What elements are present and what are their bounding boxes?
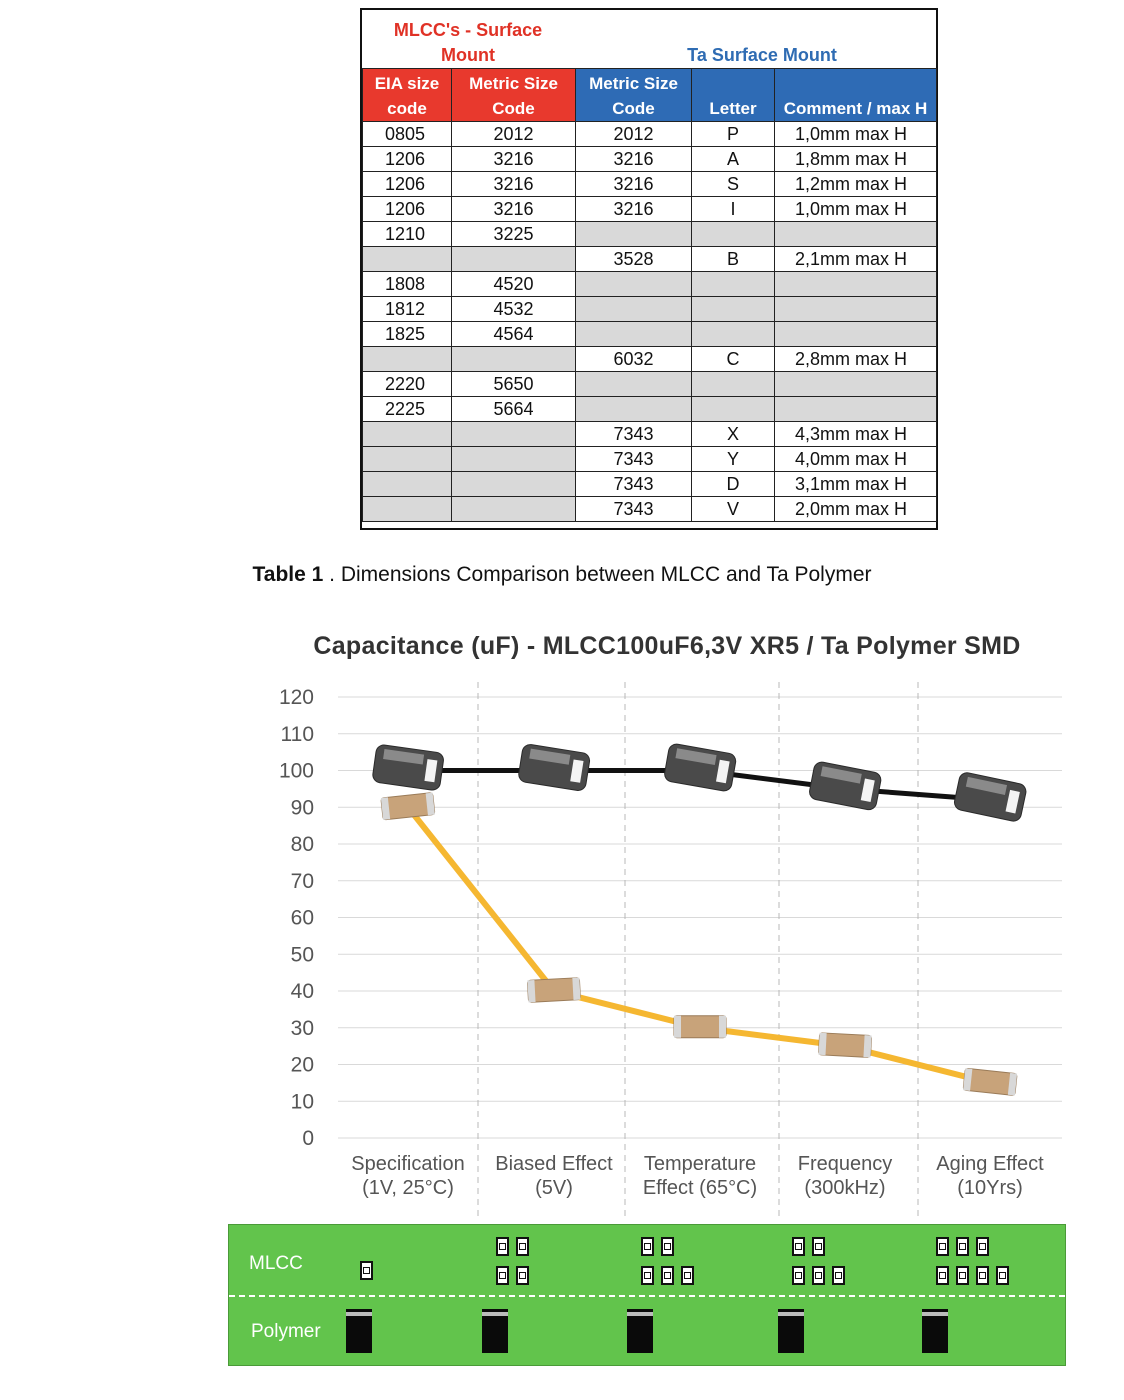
table-cell <box>452 472 576 497</box>
table-cell: 1825 <box>363 322 452 347</box>
y-tick-label: 100 <box>278 759 314 783</box>
mlcc-chip-icon <box>976 1237 989 1256</box>
x-tick-label: Specification <box>351 1153 465 1175</box>
mlcc-chip-icon <box>956 1266 969 1285</box>
mlcc-chip-icon <box>360 1261 373 1280</box>
table-cell <box>363 247 452 272</box>
table-group-headers <box>362 10 936 68</box>
mlcc-chip-icon <box>641 1237 654 1256</box>
table-cell: 7343 <box>576 447 692 472</box>
table-row <box>363 397 937 422</box>
table-cell: Y <box>692 447 775 472</box>
mlcc-chip-icon <box>496 1266 509 1285</box>
table-cell: 2012 <box>452 122 576 147</box>
mlcc-chip-icon <box>792 1266 805 1285</box>
table-cell: 1206 <box>363 172 452 197</box>
mlcc-chip-icon <box>792 1237 805 1256</box>
table-row <box>363 297 937 322</box>
mlcc-chip-icon <box>661 1237 674 1256</box>
x-tick-label: (5V) <box>535 1177 573 1199</box>
x-tick-label: Temperature <box>643 1153 757 1175</box>
mlcc-chip-icon <box>516 1237 529 1256</box>
table-grid <box>362 68 937 522</box>
size-comparison-table <box>360 8 938 530</box>
x-tick-label: (300kHz) <box>804 1177 886 1199</box>
polymer-chip-icon <box>778 1309 804 1353</box>
ta-polymer-point <box>953 771 1027 822</box>
x-tick-label: Aging Effect <box>936 1153 1044 1175</box>
table-cell <box>576 372 692 397</box>
y-tick-label: 80 <box>290 833 314 856</box>
ta-group-header: Ta Surface Mount <box>687 45 837 65</box>
mlcc-point <box>674 1016 726 1038</box>
table-cell <box>775 397 937 422</box>
table-header-row <box>363 69 937 122</box>
ta-polymer-point <box>372 744 445 791</box>
table-cell: S <box>692 172 775 197</box>
column-header: Metric Size Code <box>576 69 692 122</box>
table-cell <box>452 422 576 447</box>
column-header: Letter <box>692 69 775 122</box>
table-cell <box>363 347 452 372</box>
table-cell <box>775 222 937 247</box>
table-row <box>363 472 937 497</box>
table-cell: D <box>692 472 775 497</box>
table-caption-text: . Dimensions Comparison between MLCC and Ta Polymer <box>323 563 872 586</box>
panel-divider <box>229 1295 1065 1297</box>
table-cell: P <box>692 122 775 147</box>
column-header: Metric Size Code <box>452 69 576 122</box>
mlcc-point <box>963 1068 1017 1095</box>
table-caption <box>0 563 1124 587</box>
table-cell: 0805 <box>363 122 452 147</box>
table-cell: 7343 <box>576 422 692 447</box>
table-cell: 3216 <box>452 197 576 222</box>
table-cell <box>363 497 452 522</box>
table-cell <box>452 497 576 522</box>
series-line <box>408 807 990 1083</box>
x-tick-label: (10Yrs) <box>957 1177 1023 1199</box>
table-cell <box>692 372 775 397</box>
table-cell <box>452 447 576 472</box>
table-cell <box>775 272 937 297</box>
mlcc-point <box>527 978 580 1003</box>
table-cell: 1,8mm max H <box>775 147 937 172</box>
mlcc-chip-icon <box>976 1266 989 1285</box>
table-row <box>363 247 937 272</box>
y-tick-label: 110 <box>280 722 314 746</box>
table-row <box>363 322 937 347</box>
y-tick-label: 70 <box>290 869 314 893</box>
table-cell: V <box>692 497 775 522</box>
table-cell: 1812 <box>363 297 452 322</box>
y-tick-label: 0 <box>302 1127 314 1150</box>
mlcc-chip-icon <box>641 1266 654 1285</box>
mlcc-row-label: MLCC <box>249 1253 303 1274</box>
table-cell <box>775 297 937 322</box>
component-count-panel <box>228 1224 1066 1366</box>
mlcc-chip-icon <box>936 1237 949 1256</box>
table-cell: 1808 <box>363 272 452 297</box>
table-cell: 6032 <box>576 347 692 372</box>
ta-polymer-point <box>518 743 591 791</box>
polymer-chip-icon <box>482 1309 508 1353</box>
table-cell: 2,1mm max H <box>775 247 937 272</box>
table-cell: 1206 <box>363 147 452 172</box>
table-cell: 7343 <box>576 472 692 497</box>
table-cell: I <box>692 197 775 222</box>
table-cell: A <box>692 147 775 172</box>
table-cell: 1210 <box>363 222 452 247</box>
y-tick-label: 10 <box>290 1090 314 1114</box>
table-cell <box>576 397 692 422</box>
table-cell: 2,8mm max H <box>775 347 937 372</box>
table-cell: 3216 <box>452 172 576 197</box>
table-cell: 3528 <box>576 247 692 272</box>
table-body <box>363 122 937 522</box>
table-cell: 4564 <box>452 322 576 347</box>
chart-title: Capacitance (uF) - MLCC100uF6,3V XR5 / Ta Polymer SMD <box>313 632 1021 660</box>
table-cell <box>692 322 775 347</box>
table-cell <box>576 272 692 297</box>
table-cell: 1,0mm max H <box>775 122 937 147</box>
polymer-row-label: Polymer <box>251 1321 321 1342</box>
table-cell: 3225 <box>452 222 576 247</box>
y-tick-label: 50 <box>290 943 314 967</box>
table-cell <box>363 422 452 447</box>
table-cell <box>775 322 937 347</box>
table-cell: 5650 <box>452 372 576 397</box>
table-cell: 3216 <box>452 147 576 172</box>
mlcc-chip-icon <box>496 1237 509 1256</box>
y-tick-label: 30 <box>290 1016 314 1040</box>
table-cell: 4520 <box>452 272 576 297</box>
table-cell: 3,1mm max H <box>775 472 937 497</box>
capacitance-chart <box>0 660 1124 1220</box>
table-row <box>363 122 937 147</box>
table-cell <box>576 222 692 247</box>
table-cell <box>692 397 775 422</box>
y-tick-label: 20 <box>290 1053 314 1077</box>
table-cell: 3216 <box>576 172 692 197</box>
table-row <box>363 147 937 172</box>
table-cell: 5664 <box>452 397 576 422</box>
column-header: EIA size code <box>363 69 452 122</box>
table-cell: 3216 <box>576 197 692 222</box>
mlcc-chip-icon <box>996 1266 1009 1285</box>
table-cell: 2220 <box>363 372 452 397</box>
table-row <box>363 497 937 522</box>
table-cell: 4,0mm max H <box>775 447 937 472</box>
table-cell: 4532 <box>452 297 576 322</box>
x-tick-label: Effect (65°C) <box>642 1177 758 1199</box>
mlcc-point <box>381 793 435 820</box>
table-cell <box>452 247 576 272</box>
y-tick-label: 120 <box>278 686 314 709</box>
x-tick-label: Biased Effect <box>495 1153 613 1175</box>
table-cell: 1,2mm max H <box>775 172 937 197</box>
table-cell <box>692 297 775 322</box>
x-tick-label: Frequency <box>797 1153 893 1175</box>
polymer-chip-icon <box>627 1309 653 1353</box>
table-caption-label: Table 1 <box>252 563 324 586</box>
mlcc-chip-icon <box>681 1266 694 1285</box>
table-cell: 4,3mm max H <box>775 422 937 447</box>
table-cell: B <box>692 247 775 272</box>
table-cell <box>775 372 937 397</box>
table-cell <box>692 222 775 247</box>
x-tick-label: (1V, 25°C) <box>362 1177 454 1199</box>
table-cell <box>363 472 452 497</box>
table-cell: 2,0mm max H <box>775 497 937 522</box>
ta-polymer-point <box>663 743 737 792</box>
table-cell: X <box>692 422 775 447</box>
mlcc-chip-icon <box>812 1266 825 1285</box>
table-row <box>363 422 937 447</box>
table-cell: 2012 <box>576 122 692 147</box>
y-tick-label: 60 <box>290 906 314 930</box>
table-cell: 1,0mm max H <box>775 197 937 222</box>
mlcc-chip-icon <box>936 1266 949 1285</box>
table-cell <box>452 347 576 372</box>
table-cell: 7343 <box>576 497 692 522</box>
mlcc-chip-icon <box>956 1237 969 1256</box>
y-tick-label: 90 <box>290 796 314 820</box>
table-cell: 3216 <box>576 147 692 172</box>
table-cell <box>692 272 775 297</box>
mlcc-point <box>819 1033 872 1058</box>
table-cell: 1206 <box>363 197 452 222</box>
table-row <box>363 272 937 297</box>
mlcc-group-header: MLCC's - Surface Mount <box>393 20 543 65</box>
table-row <box>363 172 937 197</box>
polymer-chip-icon <box>346 1309 372 1353</box>
table-row <box>363 222 937 247</box>
polymer-chip-icon <box>922 1309 948 1353</box>
y-tick-label: 40 <box>290 980 314 1003</box>
mlcc-chip-icon <box>832 1266 845 1285</box>
table-row <box>363 372 937 397</box>
mlcc-chip-icon <box>812 1237 825 1256</box>
ta-polymer-point <box>808 761 882 811</box>
table-cell: C <box>692 347 775 372</box>
table-row <box>363 347 937 372</box>
table-cell <box>576 297 692 322</box>
mlcc-chip-icon <box>661 1266 674 1285</box>
table-row <box>363 447 937 472</box>
mlcc-chip-icon <box>516 1266 529 1285</box>
column-header: Comment / max H <box>775 69 937 122</box>
table-row <box>363 197 937 222</box>
table-cell: 2225 <box>363 397 452 422</box>
table-cell <box>363 447 452 472</box>
table-cell <box>576 322 692 347</box>
